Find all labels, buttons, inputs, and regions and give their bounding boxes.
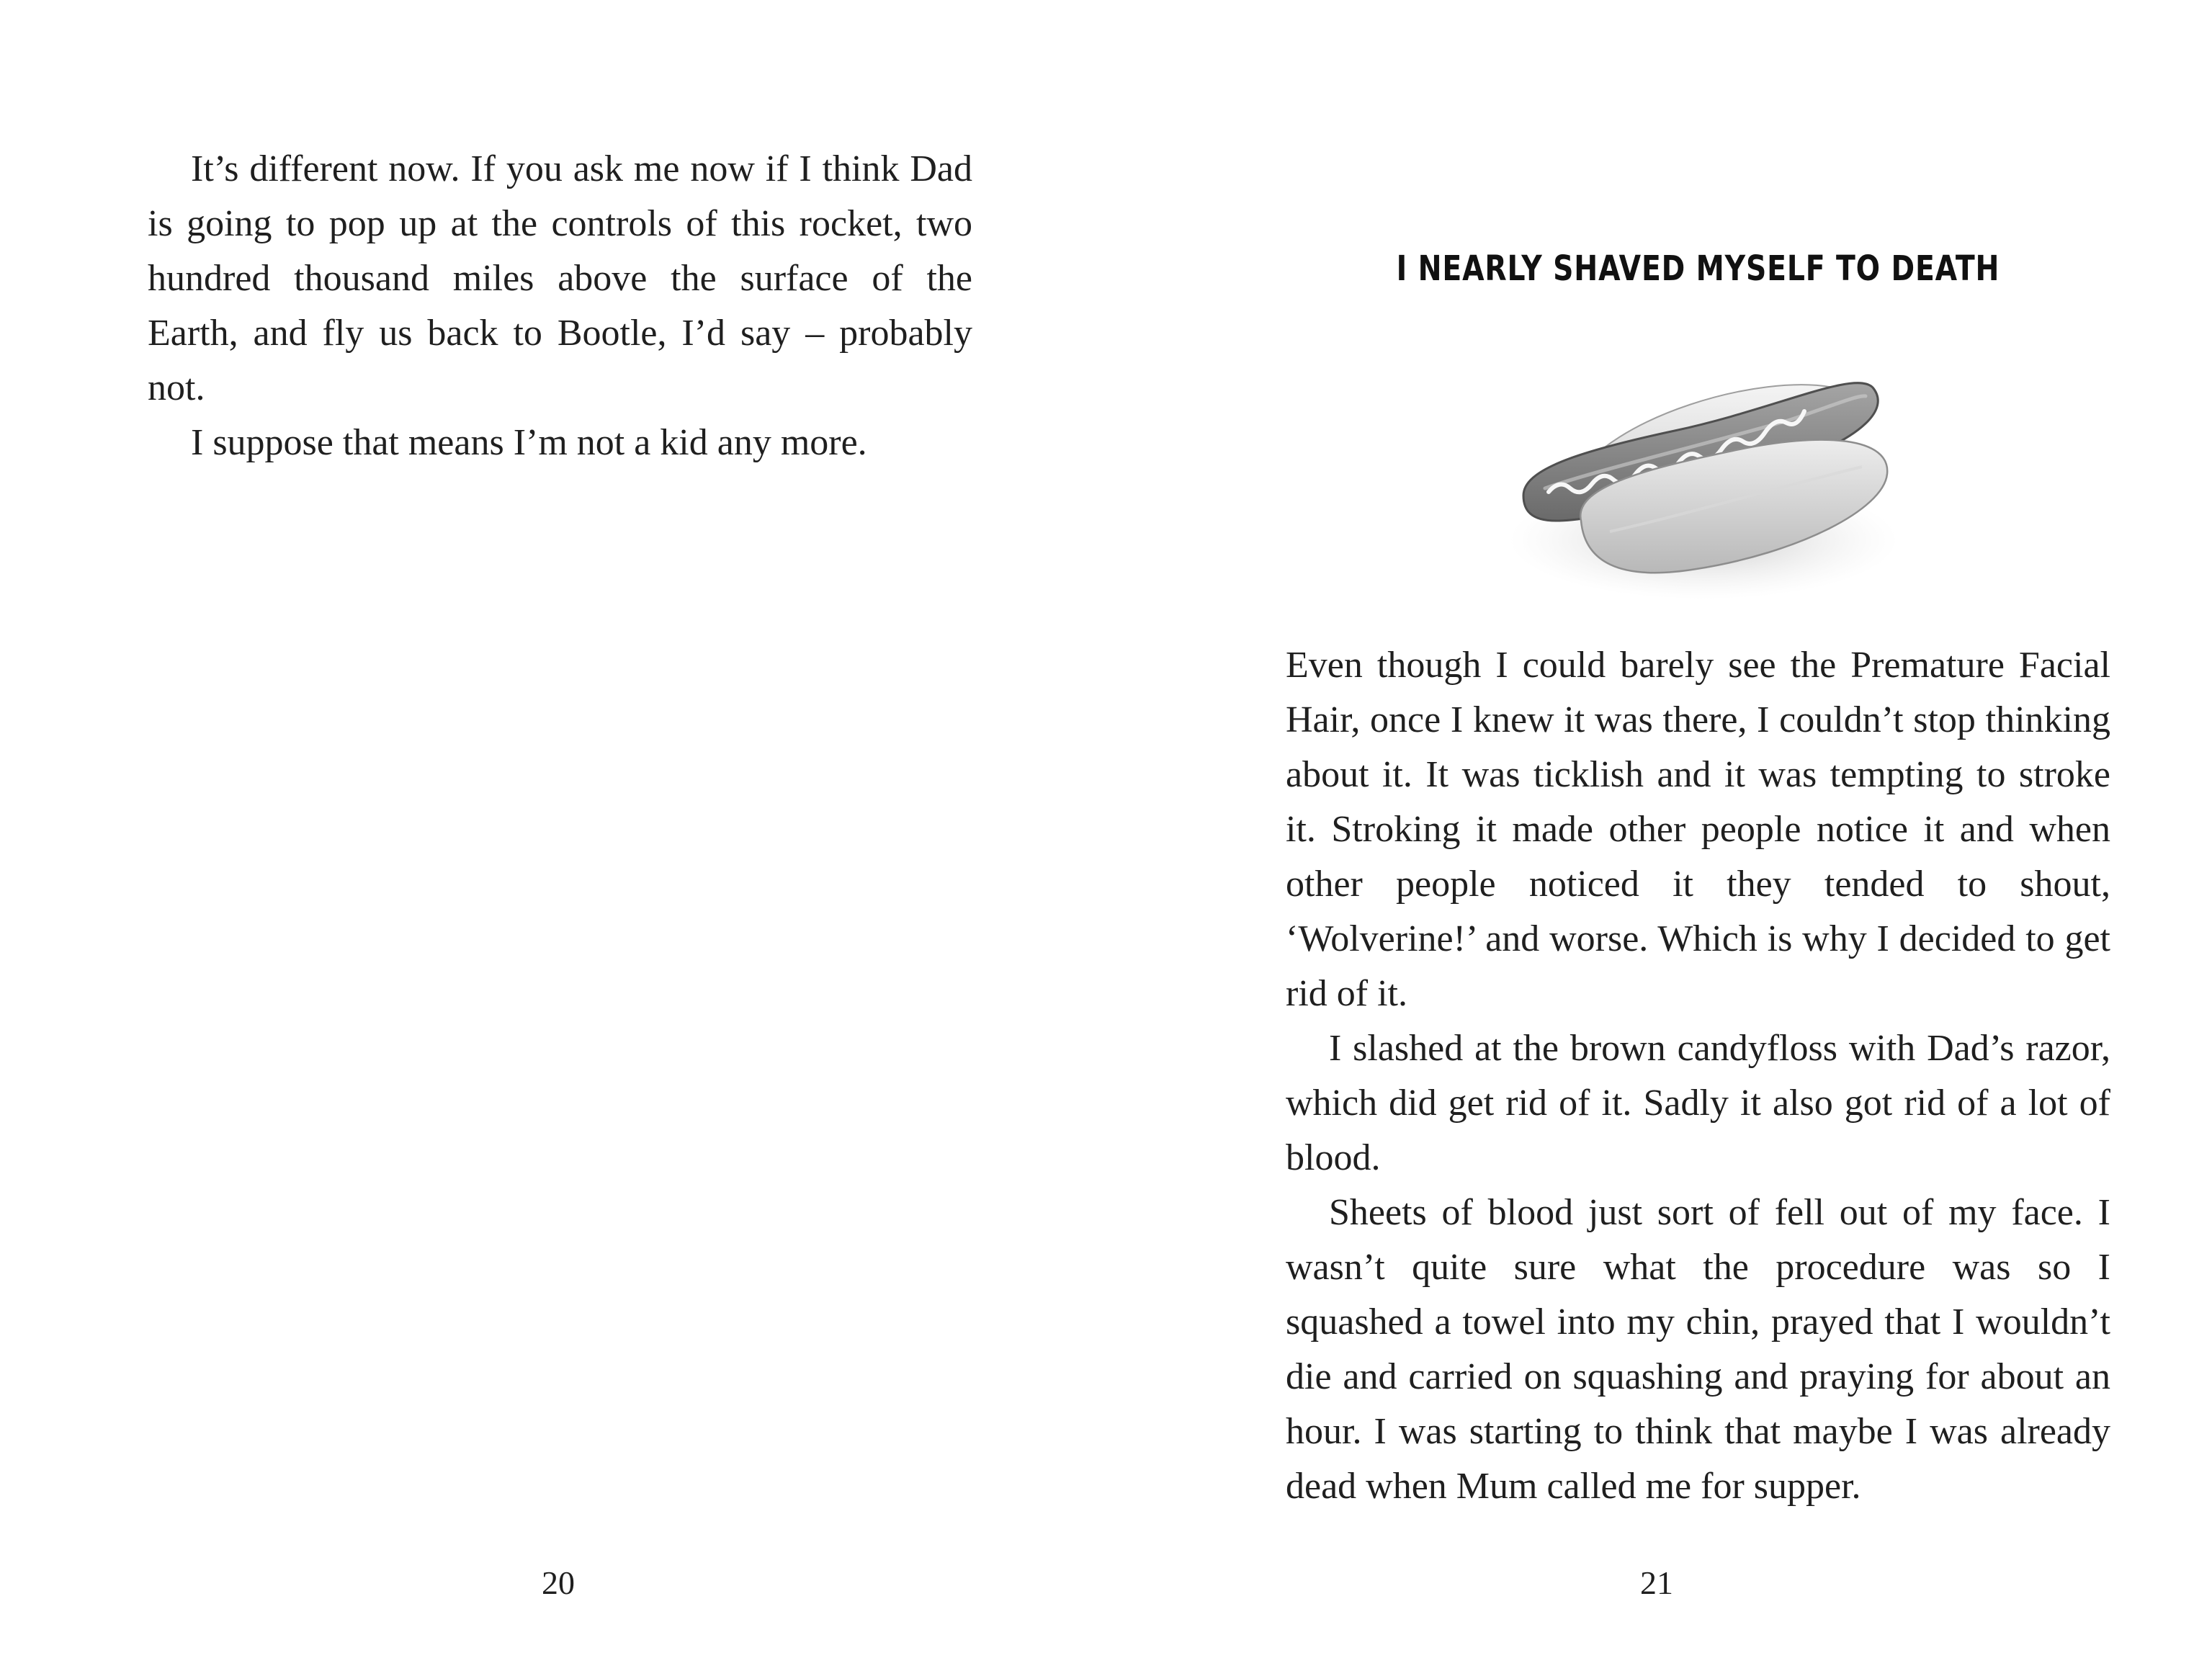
paragraph: I slashed at the brown candyfloss with Dad’s razor, which did get rid of it. Sadly it also got rid of a lot of blood.	[1286, 1028, 2110, 1178]
left-page-body	[148, 142, 972, 470]
paragraph: Even though I could barely see the Premature Facial Hair, once I knew it was there, I couldn’t stop thinking about it. It was ticklish and it was tempting to stroke it. Stroking it made other people notice it and when other people noticed it they tended to shout, ‘Wolverine!’ and worse. Which is why I decided to get rid of it.	[1286, 645, 2110, 1014]
paragraph: It’s different now. If you ask me now if I think Dad is going to pop up at the controls of this rocket, two hundred thousand miles above the surface of the Earth, and fly us back to Bootle, I’d say – probably not.	[148, 148, 972, 408]
page-number: 20	[542, 1564, 575, 1601]
page-number: 21	[1640, 1564, 1673, 1601]
paragraph: I suppose that means I’m not a kid any more.	[191, 422, 867, 463]
right-page-body	[1286, 638, 2110, 1514]
hotdog-illustration	[1487, 344, 1920, 604]
chapter-title: I NEARLY SHAVED MYSELF TO DEATH	[1396, 248, 2000, 289]
paragraph: Sheets of blood just sort of fell out of my face. I wasn’t quite sure what the procedure was so I squashed a towel into my chin, prayed that I wouldn’t die and carried on squashing and praying for about an hour. I was starting to think that maybe I was already dead when Mum called me for supper.	[1286, 1192, 2110, 1507]
right-page	[1106, 0, 2212, 1676]
